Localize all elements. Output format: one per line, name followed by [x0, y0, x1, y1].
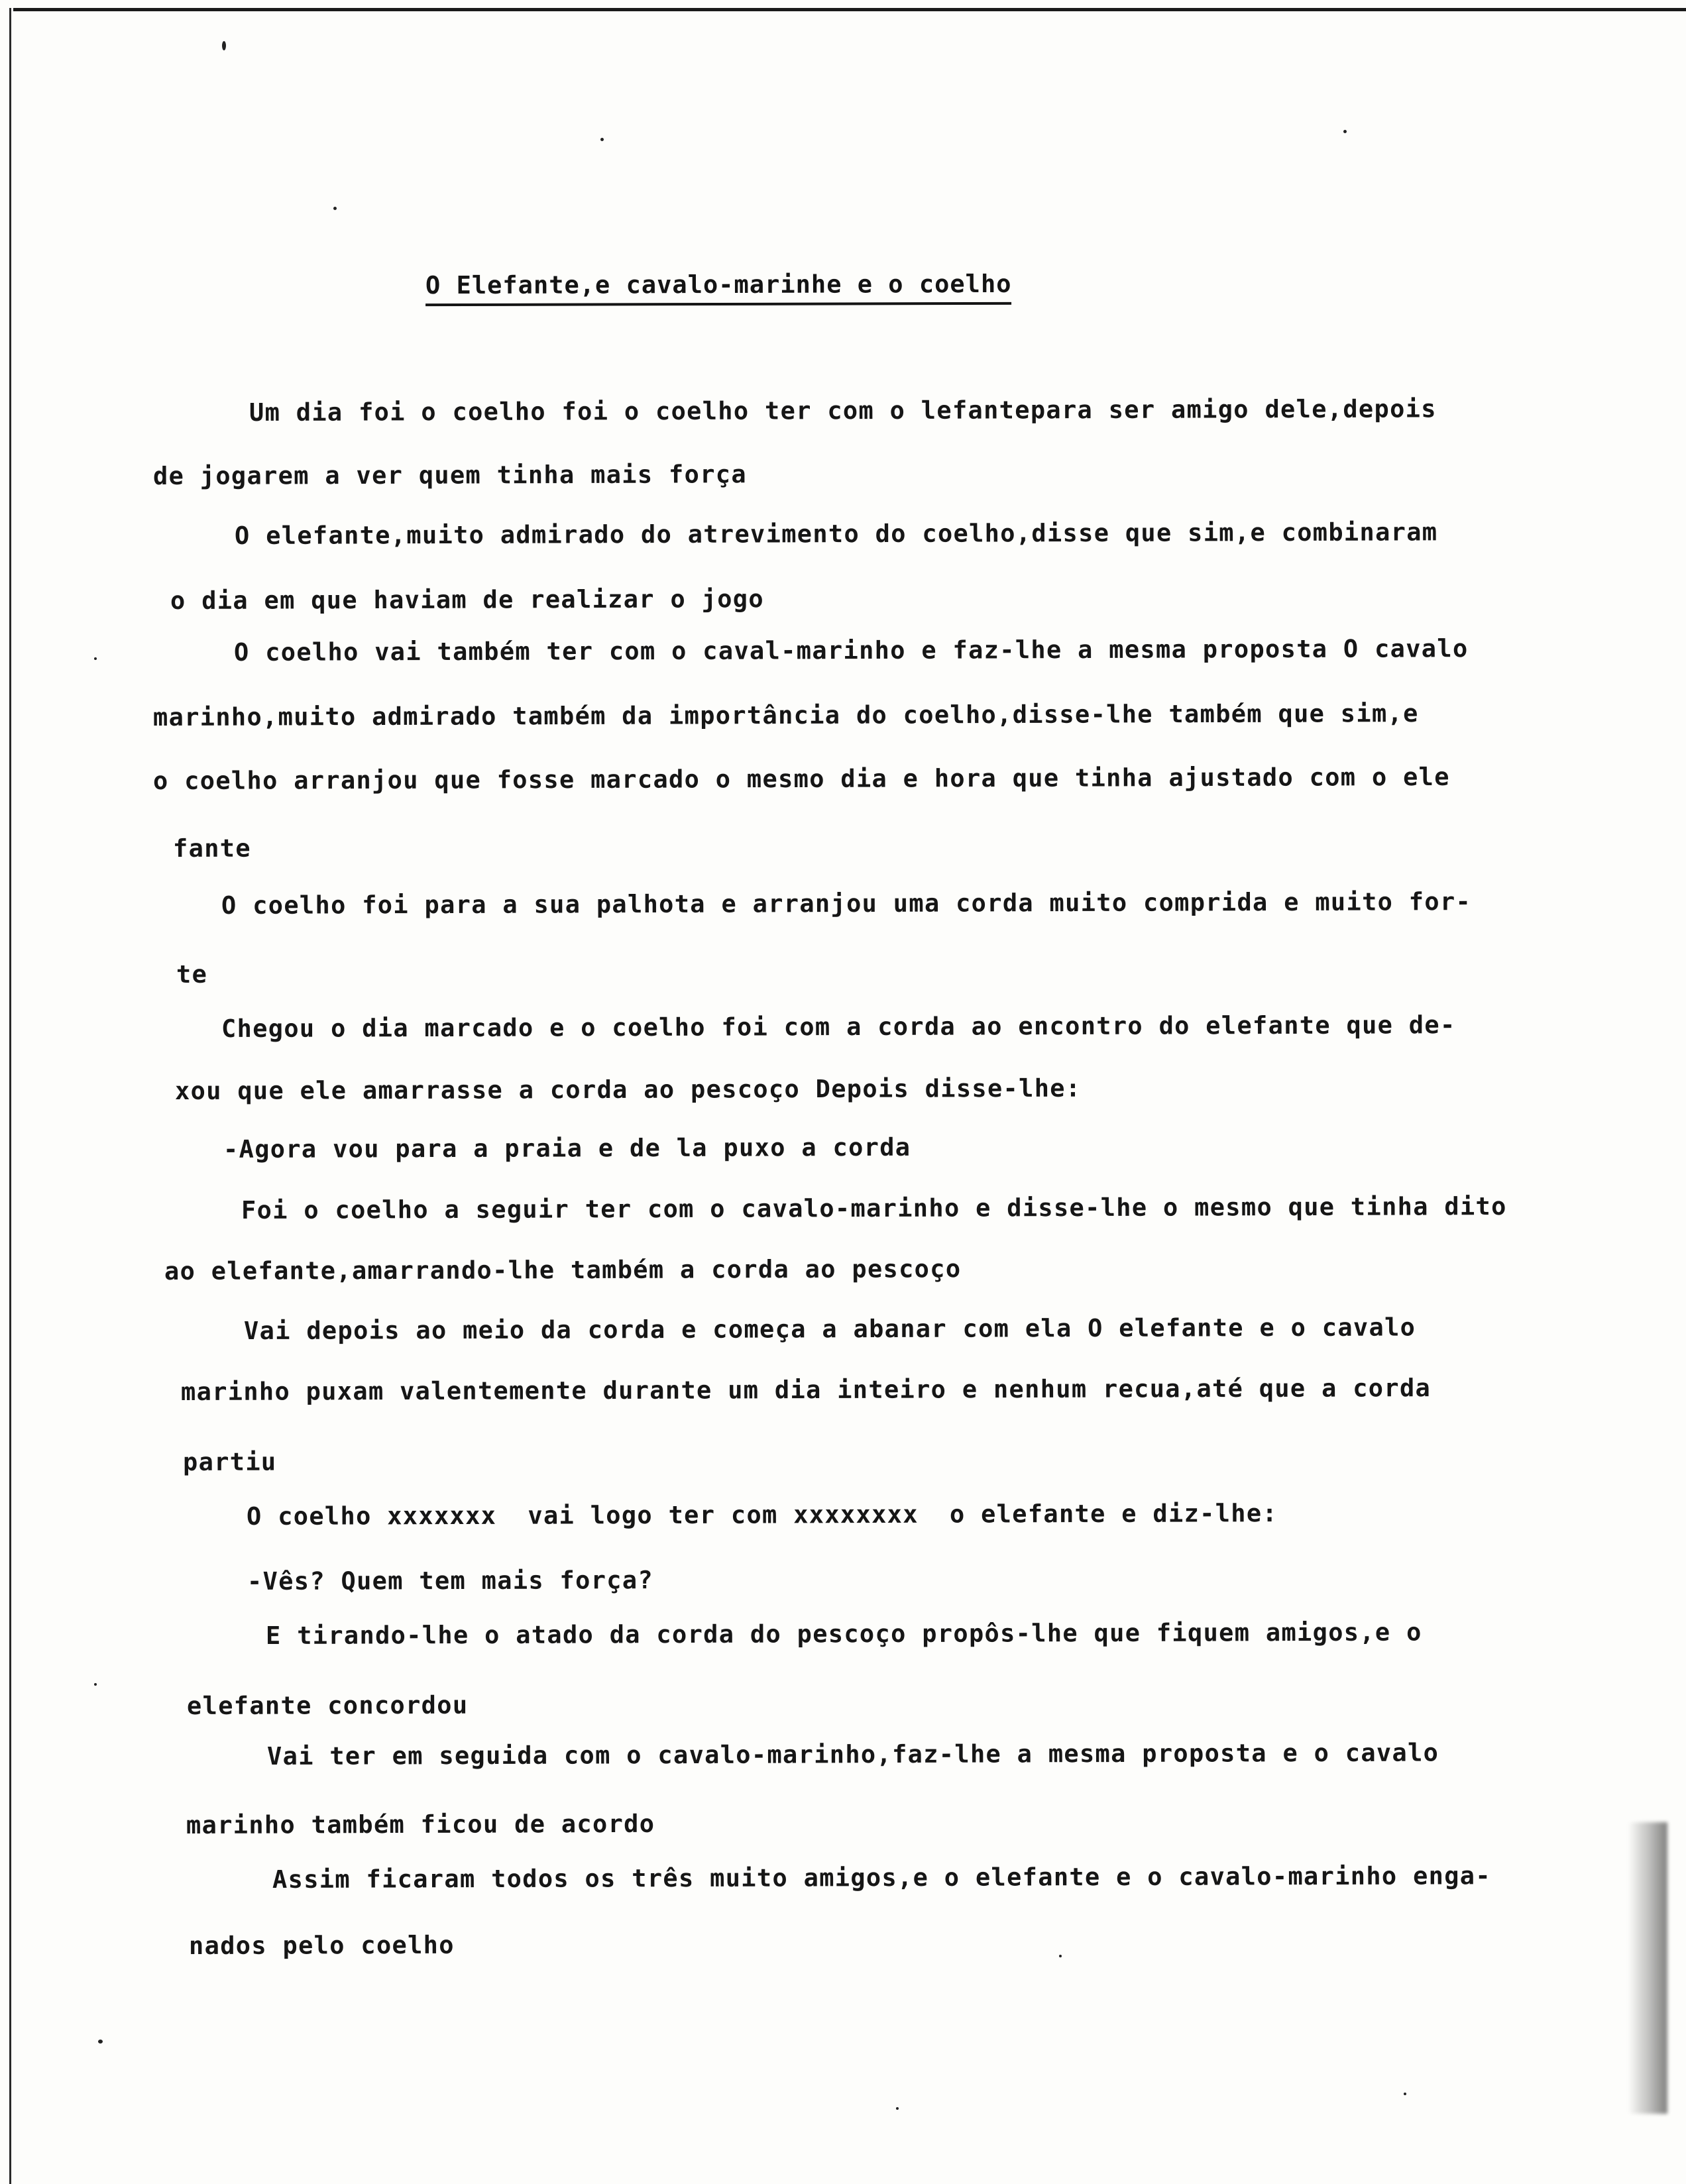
text-line: marinho,muito admirado também da importância do coelho,disse-lhe também que sim,e [152, 699, 1419, 732]
text-line: O coelho vai também ter com o caval-marinho e faz-lhe a mesma proposta O cavalo [233, 634, 1469, 667]
text-line: marinho também ficou de acordo [186, 1809, 655, 1839]
scan-speck [896, 2107, 899, 2110]
text-line: partiu [182, 1447, 277, 1476]
text-line: o coelho arranjou que fosse marcado o mesmo dia e hora que tinha ajustado com o ele [152, 762, 1450, 795]
text-line: marinho puxam valentemente durante um dia inteiro e nenhum recua,até que a corda [180, 1374, 1432, 1406]
text-line: Vai depois ao meio da corda e começa a abanar com ela O elefante e o cavalo [243, 1313, 1416, 1345]
text-line: -Agora vou para a praia e de la puxo a corda [223, 1132, 911, 1164]
scan-speck [222, 41, 226, 50]
text-line: de jogarem a ver quem tinha mais força [152, 460, 747, 490]
scan-speck [1404, 2093, 1406, 2095]
text-line: o dia em que haviam de realizar o jogo [170, 584, 764, 615]
text-line: Um dia foi o coelho foi o coelho ter com o lefantepara ser amigo dele,depois [249, 394, 1437, 427]
scan-speck [1059, 1955, 1062, 1957]
scan-speck [600, 138, 604, 141]
text-line: te [176, 959, 208, 989]
text-line: Assim ficaram todos os três muito amigos,e o elefante e o cavalo-marinho enga- [272, 1861, 1491, 1894]
text-line: E tirando-lhe o atado da corda do pescoço propôs-lhe que fiquem amigos,e o [265, 1617, 1422, 1650]
scan-shadow-right [1628, 1822, 1667, 2114]
scan-edge-top [13, 8, 1686, 11]
text-line: -Vês? Quem tem mais força? [247, 1566, 654, 1596]
text-line: Vai ter em seguida com o cavalo-marinho,faz-lhe a mesma proposta e o cavalo [266, 1738, 1439, 1771]
scan-speck [333, 207, 337, 210]
text-line: nados pelo coelho [188, 1930, 455, 1960]
text-line: xou que ele amarrasse a corda ao pescoço Depois disse-lhe: [174, 1073, 1082, 1105]
text-line: elefante concordou [186, 1690, 469, 1720]
scan-speck [94, 1683, 97, 1686]
text-line: O coelho xxxxxxx vai logo ter com xxxxxxxx o elefante e diz-lhe: [246, 1499, 1278, 1531]
text-line: Chegou o dia marcado e o coelho foi com a corda ao encontro do elefante que de- [221, 1010, 1456, 1043]
text-line: fante [172, 834, 251, 863]
scan-speck [98, 2040, 103, 2044]
document-title: O Elefante,e cavalo-marinhe e o coelho [425, 270, 1012, 306]
scan-speck [1343, 130, 1347, 133]
scan-edge-left [9, 8, 11, 2184]
scan-speck [94, 657, 97, 660]
text-line: ao elefante,amarrando-lhe também a corda ao pescoço [164, 1254, 962, 1285]
text-line: Foi o coelho a seguir ter com o cavalo-marinho e disse-lhe o mesmo que tinha dito [241, 1192, 1507, 1225]
text-line: O elefante,muito admirado do atrevimento do coelho,disse que sim,e combinaram [234, 518, 1438, 550]
text-line: O coelho foi para a sua palhota e arranjou uma corda muito comprida e muito for- [221, 887, 1472, 920]
